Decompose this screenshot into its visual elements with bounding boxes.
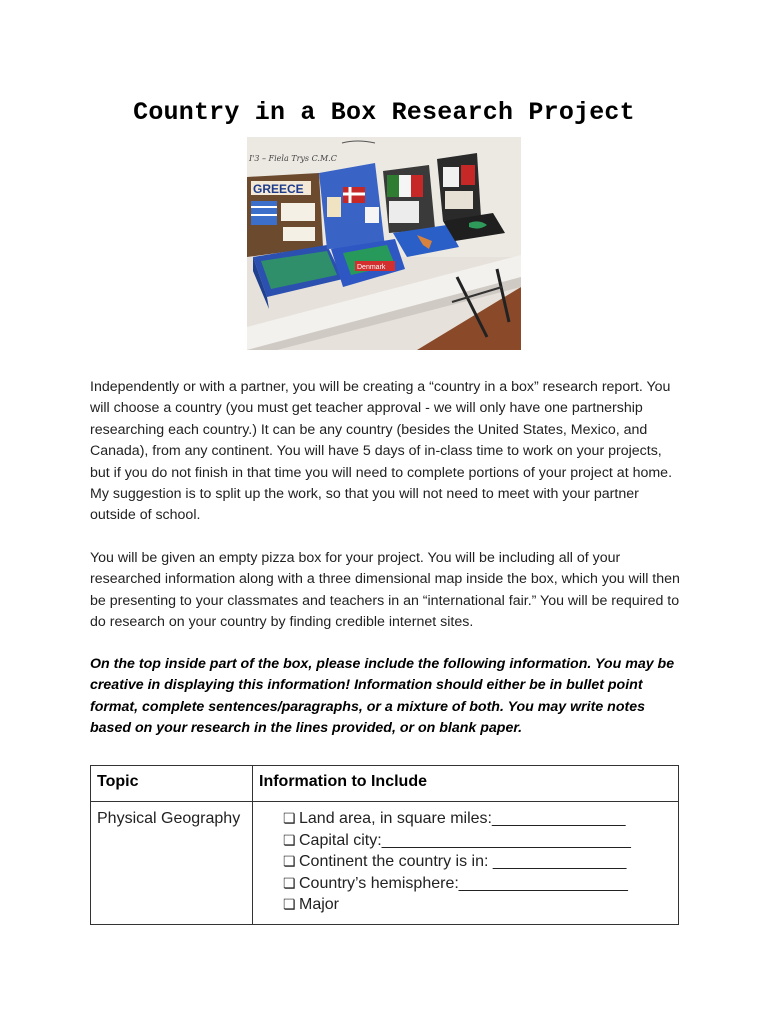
- checkbox-icon: ❏: [283, 831, 296, 848]
- list-item-text: Land area, in square miles:_______________: [299, 810, 626, 827]
- list-item: [283, 873, 672, 895]
- page-title: Country in a Box Research Project: [133, 98, 635, 127]
- information-table: [90, 765, 679, 925]
- checkbox-icon: ❏: [283, 810, 296, 826]
- checklist: [259, 808, 672, 916]
- list-item: [283, 808, 672, 830]
- list-item: [283, 830, 672, 852]
- intro-paragraph: Independently or with a partner, you will be creating a “country in a box” research report. You will choose a country (you must get teacher approval - we will only have one partnership researching each country.) It can be any country (besides the United States, Mexico, and Canada), from any continent. You will have 5 days of in-class time to work on your projects, but if you do not finish in that time you will need to complete portions of your project at home. My suggestion is to split up the work, so that you will not need to meet with your partner outside of school.: [90, 379, 673, 524]
- wall-note: I'3 – Fiela Trys C.M.C: [249, 154, 337, 163]
- topic-cell: Physical Geography: [91, 802, 253, 925]
- pizza-box-paragraph: You will be given an empty pizza box for your project. You will be including all of your researched information along with a three dimensional map inside the box, which you will then be presenting to your classmates and teachers in an “international fair.” You will be required to do research on your country by finding credible internet sites.: [90, 550, 680, 631]
- list-item-text: Country’s hemisphere:___________________: [299, 874, 628, 892]
- denmark-label: Denmark: [357, 264, 386, 271]
- list-item: [283, 894, 672, 916]
- checkbox-icon: ❏: [283, 896, 296, 912]
- topic-header: Topic: [91, 766, 253, 802]
- table-header-row: [91, 766, 679, 802]
- information-header: Information to Include: [253, 766, 679, 802]
- checkbox-icon: ❏: [283, 853, 296, 869]
- instructions-paragraph: On the top inside part of the box, please include the following information. You may be creative in displaying this information! Information should either be in bullet point format, complete sentences/paragraphs, or a mixture of both. You may write notes based on your research in the lines provided, or on blank paper.: [90, 656, 675, 737]
- information-cell: [253, 802, 679, 925]
- list-item-text: Continent the country is in: _______________: [299, 853, 627, 870]
- project-photo: [247, 137, 521, 350]
- checkbox-icon: ❏: [283, 874, 296, 891]
- list-item-text: Capital city:____________________________: [299, 831, 631, 849]
- pizza-box-projects-image: [247, 137, 521, 350]
- list-item-text: Major: [299, 896, 340, 913]
- greece-label: GREECE: [253, 182, 304, 196]
- table-row: [91, 802, 679, 925]
- list-item: [283, 851, 672, 873]
